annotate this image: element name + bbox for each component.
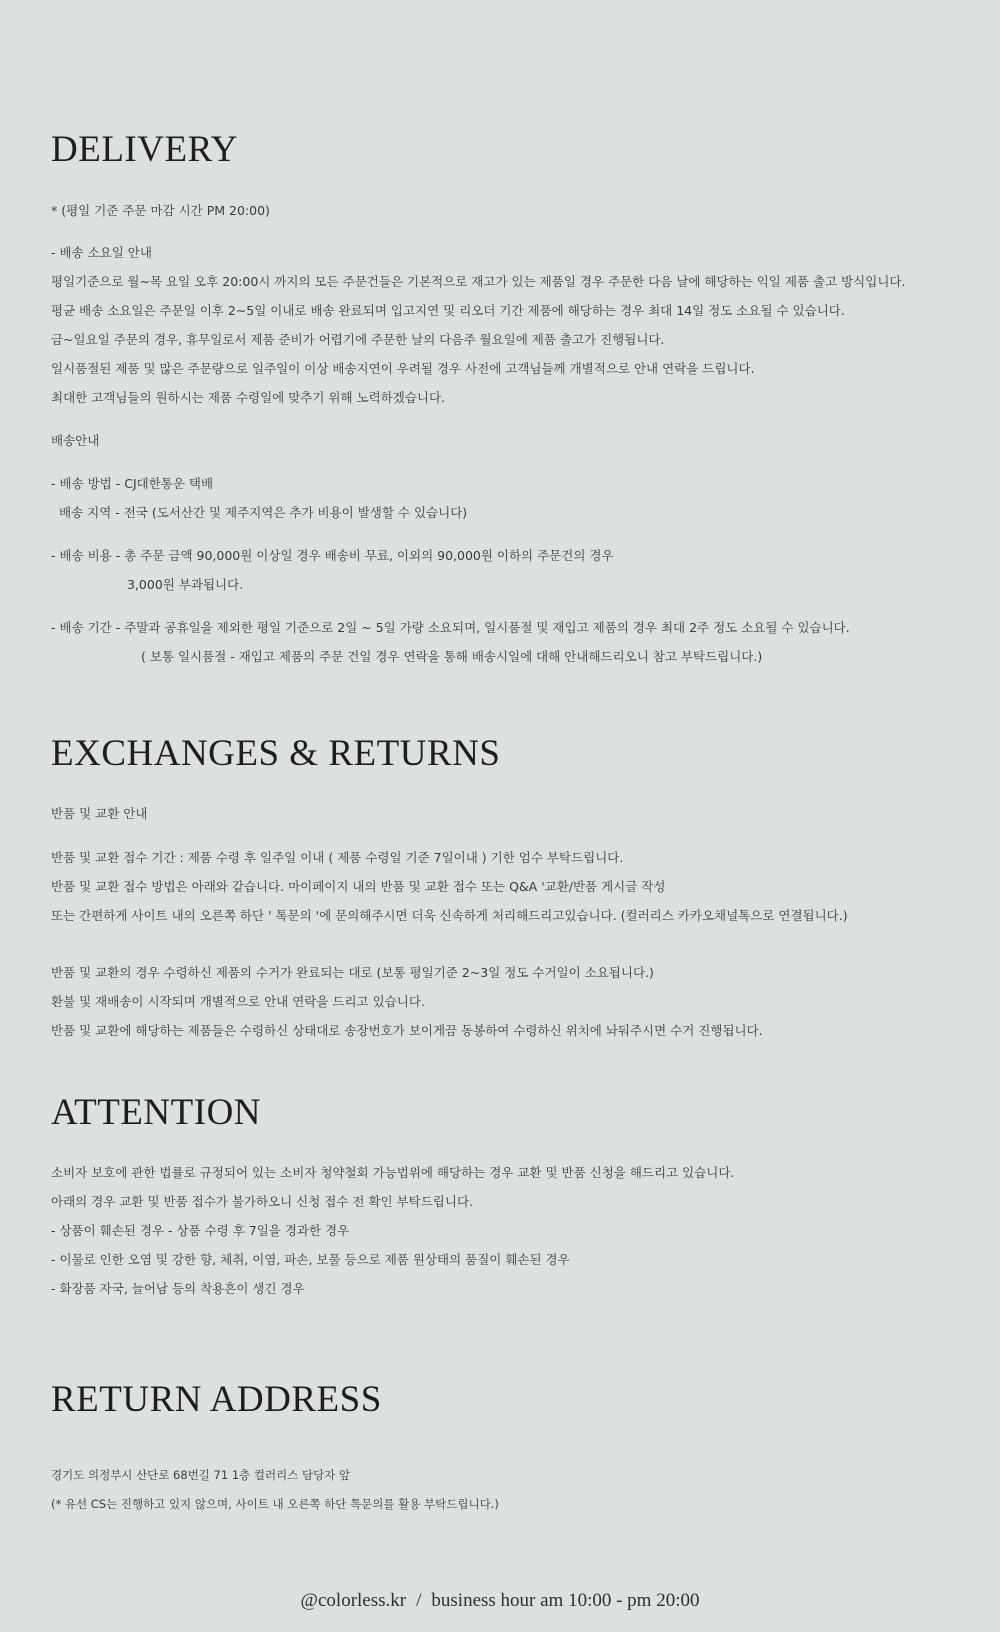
delivery-region: 배송 지역 - 전국 (도서산간 및 제주지역은 추가 비용이 발생할 수 있습니다) xyxy=(59,505,468,520)
delivery-lead-line: 최대한 고객님들의 원하시는 제품 수령일에 맞추기 위해 노력하겠습니다. xyxy=(51,390,446,405)
delivery-title: DELIVERY xyxy=(51,129,238,170)
delivery-lead-line: 일시품절된 제품 및 많은 주문량으로 일주일이 이상 배송지연이 우려될 경우 사전에 고객님들께 개별적으로 안내 연락을 드립니다. xyxy=(51,361,755,376)
delivery-method: - 배송 방법 - CJ대한통운 택배 xyxy=(51,476,214,491)
footer xyxy=(0,1590,1000,1612)
exchanges-line: 환불 및 재배송이 시작되며 개별적으로 안내 연락을 드리고 있습니다. xyxy=(51,994,425,1009)
delivery-period-line-2: ( 보통 일시품절 - 재입고 제품의 주문 건일 경우 연락을 통해 배송시일에 대해 안내해드리오니 참고 부탁드립니다.) xyxy=(141,649,763,664)
delivery-cutoff: * (평일 기준 주문 마감 시간 PM 20:00) xyxy=(51,203,270,218)
exchanges-title: EXCHANGES & RETURNS xyxy=(51,733,501,774)
delivery-period-line-1: - 배송 기간 - 주말과 공휴일을 제외한 평일 기준으로 2일 ~ 5일 가량 소요되며, 일시품절 및 재입고 제품의 경우 최대 2주 정도 소요될 수 있습니다. xyxy=(51,620,850,635)
attention-line: - 이물로 인한 오염 및 강한 향, 체취, 이염, 파손, 보풀 등으로 제품 원상태의 품질이 훼손된 경우 xyxy=(51,1252,570,1267)
exchanges-line: 반품 및 교환에 해당하는 제품들은 수령하신 상태대로 송장번호가 보이게끔 동봉하여 수령하신 위치에 놔둬주시면 수거 진행됩니다. xyxy=(51,1023,763,1038)
exchanges-line: 반품 및 교환의 경우 수령하신 제품의 수거가 완료되는 대로 (보통 평일기준 2~3일 정도 수거일이 소요됩니다.) xyxy=(51,965,654,980)
return-address-title: RETURN ADDRESS xyxy=(51,1379,382,1420)
attention-line: - 상품이 훼손된 경우 - 상품 수령 후 7일을 경과한 경우 xyxy=(51,1223,350,1238)
delivery-lead-line: 평균 배송 소요일은 주문일 이후 2~5일 이내로 배송 완료되며 입고지연 및 리오더 기간 제품에 해당하는 경우 최대 14일 정도 소요될 수 있습니다. xyxy=(51,303,845,318)
delivery-cost-line-1: - 배송 비용 - 총 주문 금액 90,000원 이상일 경우 배송비 무료, 이외의 90,000원 이하의 주문건의 경우 xyxy=(51,548,614,563)
exchanges-line: 또는 간편하게 사이트 내의 오른쪽 하단 ' 톡문의 '에 문의해주시면 더욱 신속하게 처리해드리고있습니다. (컬러리스 카카오채널톡으로 연결됩니다.) xyxy=(51,908,848,923)
delivery-cost-line-2: 3,000원 부과됩니다. xyxy=(127,577,244,592)
attention-line: 소비자 보호에 관한 법률로 규정되어 있는 소비자 청약철회 가능법위에 해당하는 경우 교환 및 반품 신청을 해드리고 있습니다. xyxy=(51,1165,735,1180)
attention-title: ATTENTION xyxy=(51,1092,262,1133)
delivery-lead-line: 금~일요일 주문의 경우, 휴무일로서 제품 준비가 어렵기에 주문한 날의 다음주 월요일에 제품 출고가 진행됩니다. xyxy=(51,332,665,347)
attention-line: - 화장품 자국, 늘어남 등의 착용흔이 생긴 경우 xyxy=(51,1281,305,1296)
instagram-handle[interactable]: @colorless.kr xyxy=(300,1590,407,1611)
exchanges-line: 반품 및 교환 접수 방법은 아래와 같습니다. 마이페이지 내의 반품 및 교환 접수 또는 Q&A '교환/반품 게시글 작성 xyxy=(51,879,666,894)
business-hours: business hour am 10:00 - pm 20:00 xyxy=(431,1590,700,1611)
attention-line: 아래의 경우 교환 및 반품 접수가 불가하오니 신청 접수 전 확인 부탁드립니다. xyxy=(51,1194,474,1209)
delivery-lead-line: 평일기준으로 월~목 요일 오후 20:00시 까지의 모든 주문건들은 기본적으로 재고가 있는 제품일 경우 주문한 다음 날에 해당하는 익일 제품 출고 방식입니다. xyxy=(51,274,906,289)
exchanges-line: 반품 및 교환 접수 기간 : 제품 수령 후 일주일 이내 ( 제품 수령일 기준 7일이내 ) 기한 엄수 부탁드립니다. xyxy=(51,850,624,865)
delivery-lead-title: - 배송 소요일 안내 xyxy=(51,245,152,260)
return-address-note: (* 유선 CS는 진행하고 있지 않으며, 사이트 내 오른쪽 하단 톡문의를 활용 부탁드립니다.) xyxy=(51,1497,499,1511)
delivery-guide-title: 배송안내 xyxy=(51,433,100,448)
return-address-text: 경기도 의정부시 산단로 68번길 71 1층 컬러리스 담당자 앞 xyxy=(51,1468,351,1482)
footer-separator: / xyxy=(416,1590,422,1611)
exchanges-subtitle: 반품 및 교환 안내 xyxy=(51,806,148,821)
